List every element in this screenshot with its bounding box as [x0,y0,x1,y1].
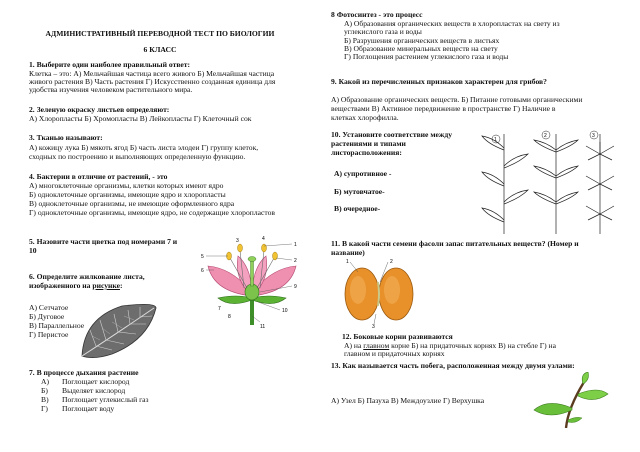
flower-label: 4 [262,236,265,242]
flower-label: 6 [201,268,204,274]
q13-answers: А) Узел Б) Пазуха В) Междоузлие Г) Верхушка [331,396,485,405]
q7-option: Поглощает кислород [62,377,130,386]
q10-question: 10. Установите соответствие между [331,130,453,139]
right-column [320,0,640,452]
q12-answer-line: А) на главном корне Б) на придаточных корнях В) на стебле Г) на [344,341,556,350]
q12-question: 12. Боковые корни развиваются [342,332,453,341]
q12-answer-line: главном и придаточных корнях [344,349,445,358]
shoot-image [528,372,614,428]
flower-label: 7 [218,306,221,312]
q10-option: А) супротивное - [334,169,392,178]
flower-label: 3 [236,238,239,244]
leaf-venation-image [76,300,160,362]
flower-label: 8 [228,314,231,320]
grade-label: 6 КЛАСС [143,45,177,54]
q3-question: 3. Тканью называют: [29,133,103,142]
q11-question: 11. В какой части семени фасоли запас питательных веществ? (Номер и [331,239,579,248]
q7-option: Выделяет кислород [62,386,126,395]
q6-question-cont: изображенного на рисунке: [29,281,123,290]
q9-answer-line: А) Образование органических веществ. Б) Питание готовыми органическими [331,95,583,104]
q4-option: Г) одноклеточные организмы, имеющие ядро, не содержащие хлоропластов [29,208,275,217]
q8-option: углекислого газа и воды [344,27,422,36]
arrangement-label: 3 [592,133,595,139]
q1-question: 1. Выберите один наиболее правильный ответ: [29,60,191,69]
q7-option-letter: В) [41,395,49,404]
q6-option: Б) Дуговое [29,312,65,321]
q7-question: 7. В процессе дыхания растение [29,368,139,377]
flower-label: 2 [294,258,297,264]
q7-option-letter: Б) [41,386,48,395]
q7-option-letter: Г) [41,404,48,413]
q7-option: Поглощает воду [62,404,115,413]
q9-question: 9. Какой из перечисленных признаков характерен для грибов? [331,77,547,86]
q8-option: А) Образования органических веществ в хлоропластах на свету из [344,19,560,28]
q9-answer-line: веществами В) Активное передвижение в пространстве Г) Наличие в [331,104,556,113]
arrangement-label: 2 [544,133,547,139]
test-title: АДМИНИСТРАТИВНЫЙ ПЕРЕВОДНОЙ ТЕСТ ПО БИОЛОГИИ [45,29,275,38]
q8-option: Г) Поглощения растением углекислого газа и воды [344,52,509,61]
q4-option: Б) одноклеточные организмы, имеющие ядро и хлоропласты [29,190,226,199]
q5-question-cont: 10 [29,246,37,255]
flower-label: 1 [294,242,297,248]
q6-option: А) Сетчатое [29,303,69,312]
q2-question: 2. Зеленую окраску листьев определяют: [29,105,170,114]
q7-option: Поглощает углекислый газ [62,395,149,404]
seed-label: 2 [390,259,393,265]
q13-question: 13. Как называется часть побега, расположенная между двумя узлами: [331,361,575,370]
flower-diagram [200,230,305,330]
q2-answers: А) Хлоропласты Б) Хромопласты В) Лейкопласты Г) Клеточный сок [29,114,252,123]
q7-option-letter: А) [41,377,50,386]
arrangement-label: 1 [494,137,497,143]
q10-option: Б) мутовчатое- [334,187,385,196]
q8-option: Б) Разрушения органических веществ в листьях [344,36,500,45]
q8-option: В) Образование минеральных веществ на свету [344,44,498,53]
q10-question-cont: листорасположения: [331,148,402,157]
q9-answer-line: клетках хлорофилла. [331,113,399,122]
q10-question-cont: растениями и типами [331,139,406,148]
q1-answer-line: живого растения В) Часть растения Г) Искусственно созданная единица для [29,77,276,86]
flower-label: 10 [282,308,288,314]
q1-answer-line: Клетка – это: А) Мельчайшая частица всего живого Б) Мельчайшая частица [29,69,275,78]
q10-option: В) очередное- [334,204,381,213]
q6-question: 6. Определите жилкование листа, [29,272,145,281]
seed-label: 3 [372,324,375,328]
bean-seed-diagram [340,258,420,328]
q11-question-cont: название) [331,248,365,257]
q6-option: В) Параллельное [29,321,85,330]
flower-label: 11 [260,324,266,330]
q6-option: Г) Перистое [29,330,69,339]
q3-answer-line: сходных по построению и выполняющих определенную функцию. [29,152,246,161]
q5-question: 5. Назовите части цветка под номерами 7 и [29,237,178,246]
q4-question: 4. Бактерии в отличие от растений, - это [29,172,168,181]
q8-question: 8 Фотосинтез - это процесс [331,10,423,19]
flower-label: 9 [294,284,297,290]
q4-option: В) одноклеточные организмы, не имеющие оформленного ядра [29,199,235,208]
flower-label: 5 [201,254,204,260]
seed-label: 1 [346,259,349,265]
q4-option: А) многоклеточные организмы, клетки которых имеют ядро [29,181,224,190]
q1-answer-line: удобства изучения человеком растительного мира. [29,85,193,94]
leaf-arrangement-diagram [470,130,620,235]
q3-answer-line: А) кожицу лука Б) мякоть ягод Б) часть листа элодеи Г) группу клеток, [29,143,259,152]
